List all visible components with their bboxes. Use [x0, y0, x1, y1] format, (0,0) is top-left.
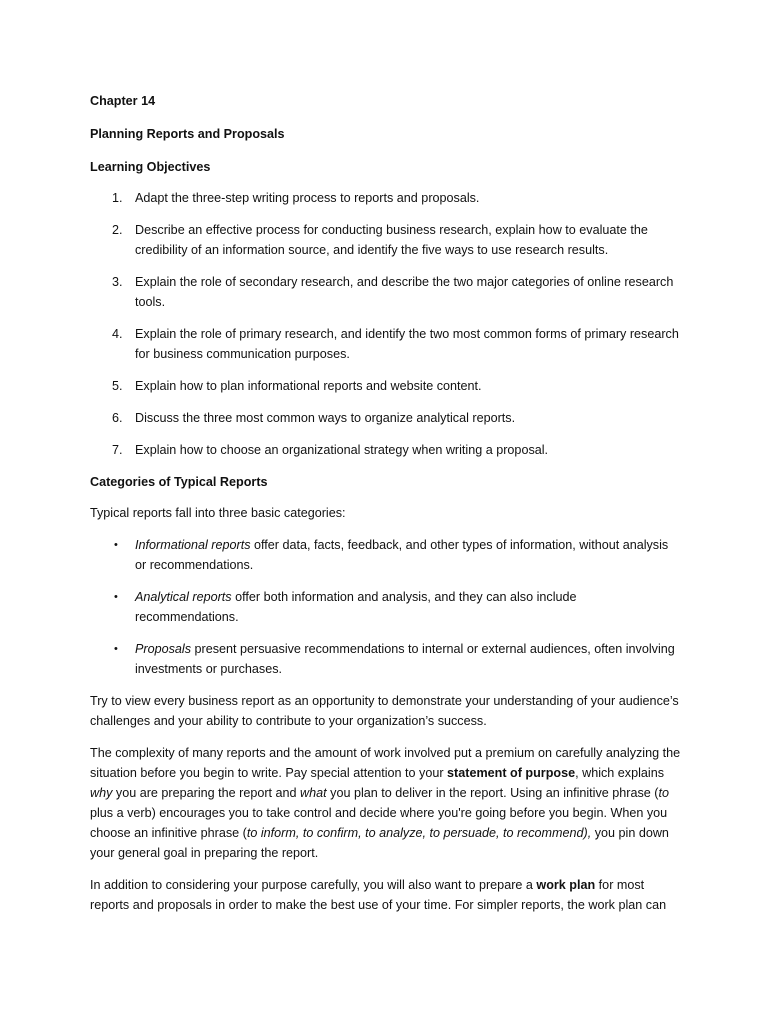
document-body: [90, 91, 682, 927]
objective-number: 1.: [112, 191, 123, 205]
text-run: you pin down your general goal in preparing the report.: [90, 826, 669, 860]
objective-text: Describe an effective process for conducting business research, explain how to evaluate the credibility of an information source, and identify the five ways to use research results.: [135, 223, 648, 257]
category-term: Proposals: [135, 642, 192, 656]
paragraph-work-plan: [90, 875, 682, 915]
learning-objectives-list: [90, 188, 682, 460]
bullet-icon: •: [114, 591, 118, 603]
objective-text: Explain how to plan informational reports and website content.: [135, 379, 482, 393]
category-item: [90, 535, 682, 575]
bullet-icon: •: [114, 643, 118, 655]
category-item: [90, 587, 682, 627]
objective-item: [90, 272, 682, 312]
category-description: offer both information and analysis, and they can also include recommendations.: [135, 590, 577, 624]
emphasis-what: what: [300, 786, 327, 800]
objective-item: [90, 220, 682, 260]
report-categories-list: [90, 535, 682, 679]
paragraph-opportunity: Try to view every business report as an opportunity to demonstrate your understanding of your audience’s challenges and your ability to contribute to your organization’s success.: [90, 694, 679, 728]
category-term: Informational reports: [135, 538, 251, 552]
objective-item: [90, 376, 682, 396]
objective-text: Adapt the three-step writing process to reports and proposals.: [135, 191, 480, 205]
objective-item: [90, 440, 682, 460]
objective-number: 7.: [112, 443, 123, 457]
objective-text: Explain the role of primary research, and identify the two most common forms of primary research for business communication purposes.: [135, 327, 679, 361]
text-run: you are preparing the report and: [112, 786, 301, 800]
bullet-icon: •: [114, 539, 118, 551]
categories-intro: Typical reports fall into three basic categories:: [90, 506, 346, 520]
objective-text: Explain how to choose an organizational strategy when writing a proposal.: [135, 443, 549, 457]
objective-number: 5.: [112, 379, 123, 393]
paragraph-statement-of-purpose: [90, 743, 682, 863]
objective-item: [90, 324, 682, 364]
term-statement-of-purpose: statement of purpose: [447, 766, 576, 780]
emphasis-infinitives: to inform, to confirm, to analyze, to persuade, to recommend),: [246, 826, 592, 840]
objective-number: 2.: [112, 223, 123, 237]
text-run: plus a verb) encourages you to take control and decide where you're going before you begin. When you choose an infinitive phrase (: [90, 806, 668, 840]
category-term: Analytical reports: [135, 590, 232, 604]
text-run: you plan to deliver in the report. Using an infinitive phrase (: [326, 786, 659, 800]
learning-objectives-heading: Learning Objectives: [90, 160, 211, 174]
objective-item: [90, 408, 682, 428]
category-description: offer data, facts, feedback, and other types of information, without analysis or recommendations.: [135, 538, 669, 572]
objective-number: 4.: [112, 327, 123, 341]
category-item: [90, 639, 682, 679]
text-run: The complexity of many reports and the amount of work involved put a premium on carefully analyzing the situation before you begin to write. Pay special attention to your: [90, 746, 681, 780]
emphasis-to: to: [658, 786, 669, 800]
objective-number: 6.: [112, 411, 123, 425]
term-work-plan: work plan: [536, 878, 596, 892]
categories-heading: Categories of Typical Reports: [90, 475, 268, 489]
objective-number: 3.: [112, 275, 123, 289]
text-run: for most reports and proposals in order to make the best use of your time. For simpler reports, the work plan can: [90, 878, 667, 912]
objective-text: Explain the role of secondary research, and describe the two major categories of online research tools.: [135, 275, 674, 309]
text-run: , which explains: [575, 766, 665, 780]
objective-item: [90, 188, 682, 208]
emphasis-why: why: [90, 786, 113, 800]
chapter-title: Planning Reports and Proposals: [90, 127, 285, 141]
objective-text: Discuss the three most common ways to organize analytical reports.: [135, 411, 516, 425]
category-description: present persuasive recommendations to internal or external audiences, often involving investments or purchases.: [135, 642, 675, 676]
chapter-label: Chapter 14: [90, 94, 156, 108]
text-run: In addition to considering your purpose carefully, you will also want to prepare a: [90, 878, 537, 892]
